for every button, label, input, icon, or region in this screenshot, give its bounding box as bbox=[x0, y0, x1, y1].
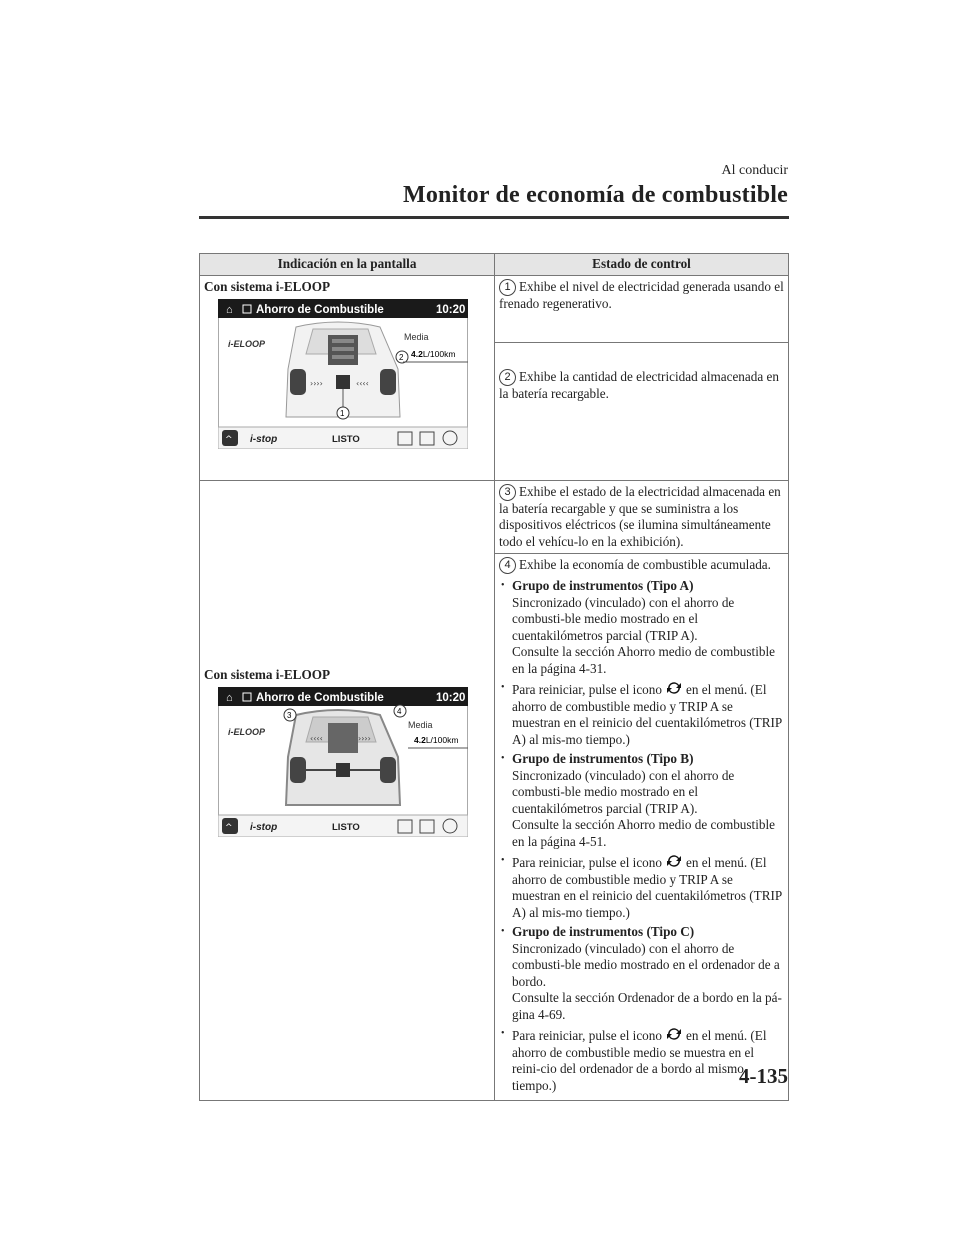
svg-text:‹‹‹‹: ‹‹‹‹ bbox=[356, 379, 369, 388]
list-item-heading: Grupo de instrumentos (Tipo B) bbox=[512, 751, 694, 766]
reset-text: Para reiniciar, pulse el icono bbox=[512, 1028, 662, 1043]
svg-text:^: ^ bbox=[225, 435, 233, 445]
screen-unit: L/100km bbox=[425, 735, 459, 745]
status-cell-3 bbox=[495, 480, 789, 554]
status-text: Exhibe el nivel de electricidad generada usando el frenado regenerativo. bbox=[499, 278, 784, 311]
list-item-heading: Grupo de instrumentos (Tipo A) bbox=[512, 578, 694, 593]
page-number: 4-135 bbox=[739, 1064, 788, 1088]
screen-time: 10:20 bbox=[436, 304, 466, 316]
screen-eloop: i-ELOOP bbox=[228, 727, 266, 737]
page-title: Monitor de economía de combustible bbox=[403, 182, 788, 208]
col-header-status: Estado de control bbox=[495, 254, 789, 276]
screen-eloop: i-ELOOP bbox=[228, 339, 266, 349]
list-item bbox=[499, 853, 784, 921]
cell-label: Con sistema i-ELOOP bbox=[204, 278, 331, 294]
list-item-ref: Consulte la sección Ahorro medio de combustible en la página 4-51. bbox=[512, 817, 775, 849]
status-cell-1 bbox=[495, 275, 789, 342]
svg-text:2: 2 bbox=[399, 353, 404, 362]
screen-listo: LISTO bbox=[332, 822, 360, 833]
screen-value: 4.2 bbox=[411, 349, 423, 359]
reset-text: Para reiniciar, pulse el icono bbox=[512, 682, 662, 697]
info-table bbox=[199, 253, 789, 1101]
list-item bbox=[499, 751, 784, 850]
screen-istop: i-stop bbox=[250, 434, 278, 445]
screen-listo: LISTO bbox=[332, 434, 360, 445]
callout-number: 1 bbox=[499, 279, 516, 296]
cell-label: Con sistema i-ELOOP bbox=[204, 666, 331, 682]
screen-title: Ahorro de Combustible bbox=[256, 304, 384, 316]
status-cell-2 bbox=[495, 342, 789, 480]
status-text: Exhibe la cantidad de electricidad almacenada en la batería recargable. bbox=[499, 368, 779, 401]
svg-text:⌂: ⌂ bbox=[226, 692, 233, 704]
list-item-body: Sincronizado (vinculado) con el ahorro de combusti-ble medio mostrado en el cuentakilómetros parcial (TRIP A). bbox=[512, 594, 735, 643]
screen-media: Media bbox=[404, 332, 429, 342]
reset-text: Para reiniciar, pulse el icono bbox=[512, 855, 662, 870]
reset-text: en el menú. (El ahorro de combustible medio y TRIP A se muestran en el reinicio del cuentakilómetros (TRIP A) al mis-mo tiempo.) bbox=[512, 682, 782, 747]
list-item-heading: Grupo de instrumentos (Tipo C) bbox=[512, 924, 695, 939]
section-label: Al conducir bbox=[721, 163, 788, 178]
list-item-ref: Consulte la sección Ahorro medio de combustible en la página 4-31. bbox=[512, 644, 775, 676]
list-item bbox=[499, 924, 784, 1023]
svg-text:4: 4 bbox=[397, 707, 402, 716]
svg-text:⌂: ⌂ bbox=[226, 304, 233, 316]
screen-unit: L/100km bbox=[422, 349, 456, 359]
screen-title: Ahorro de Combustible bbox=[256, 692, 384, 704]
instrument-list bbox=[499, 578, 784, 1094]
svg-text:^: ^ bbox=[225, 823, 233, 833]
list-item-body: Sincronizado (vinculado) con el ahorro de combusti-ble medio mostrado en el ordenador de a bordo. bbox=[512, 940, 780, 989]
svg-text:4.2L/100km bbox=[411, 349, 455, 359]
reset-sync-icon bbox=[665, 680, 683, 696]
reset-text: en el menú. (El ahorro de combustible medio y TRIP A se muestran en el reinicio del cuentakilómetros (TRIP A) al mis-mo tiempo.) bbox=[512, 855, 782, 920]
status-cell-4 bbox=[495, 554, 789, 1101]
list-item-body: Sincronizado (vinculado) con el ahorro de combusti-ble medio mostrado en el cuentakilómetros parcial (TRIP A). bbox=[512, 767, 735, 816]
reset-text: en el menú. (El ahorro de combustible medio se muestra en el reini-cio del ordenador de a bordo al mismo tiempo.) bbox=[512, 1028, 767, 1093]
col-header-display: Indicación en la pantalla bbox=[200, 254, 495, 276]
display-cell-top bbox=[200, 275, 495, 480]
fuel-screen-image-1 bbox=[218, 299, 468, 449]
screen-value: 4.2 bbox=[414, 735, 426, 745]
status-text: Exhibe el estado de la electricidad almacenada en la batería recargable y que se suministra a los dispositivos eléctricos (se ilumina simultáneamente todo el vehícu-lo en la exhibición). bbox=[499, 483, 781, 549]
screen-media: Media bbox=[408, 720, 433, 730]
reset-sync-icon bbox=[665, 1026, 683, 1042]
svg-text:››››: ›››› bbox=[358, 734, 371, 743]
fuel-screen-image-2 bbox=[218, 687, 468, 837]
list-item-ref: Consulte la sección Ordenador de a bordo en la pá-gina 4-69. bbox=[512, 990, 782, 1022]
svg-text:››››: ›››› bbox=[310, 379, 323, 388]
callout-number: 3 bbox=[499, 484, 516, 501]
callout-number: 4 bbox=[499, 557, 516, 574]
list-item bbox=[499, 578, 784, 677]
display-cell-bottom bbox=[200, 480, 495, 1101]
screen-time: 10:20 bbox=[436, 692, 466, 704]
reset-sync-icon bbox=[665, 853, 683, 869]
list-item bbox=[499, 680, 784, 748]
screen-istop: i-stop bbox=[250, 822, 278, 833]
svg-text:‹‹‹‹: ‹‹‹‹ bbox=[310, 734, 323, 743]
title-rule bbox=[199, 216, 789, 219]
svg-text:3: 3 bbox=[287, 711, 292, 720]
svg-text:4.2L/100km bbox=[414, 735, 458, 745]
svg-text:1: 1 bbox=[340, 409, 345, 418]
status-text: Exhibe la economía de combustible acumulada. bbox=[519, 557, 771, 572]
callout-number: 2 bbox=[499, 369, 516, 386]
